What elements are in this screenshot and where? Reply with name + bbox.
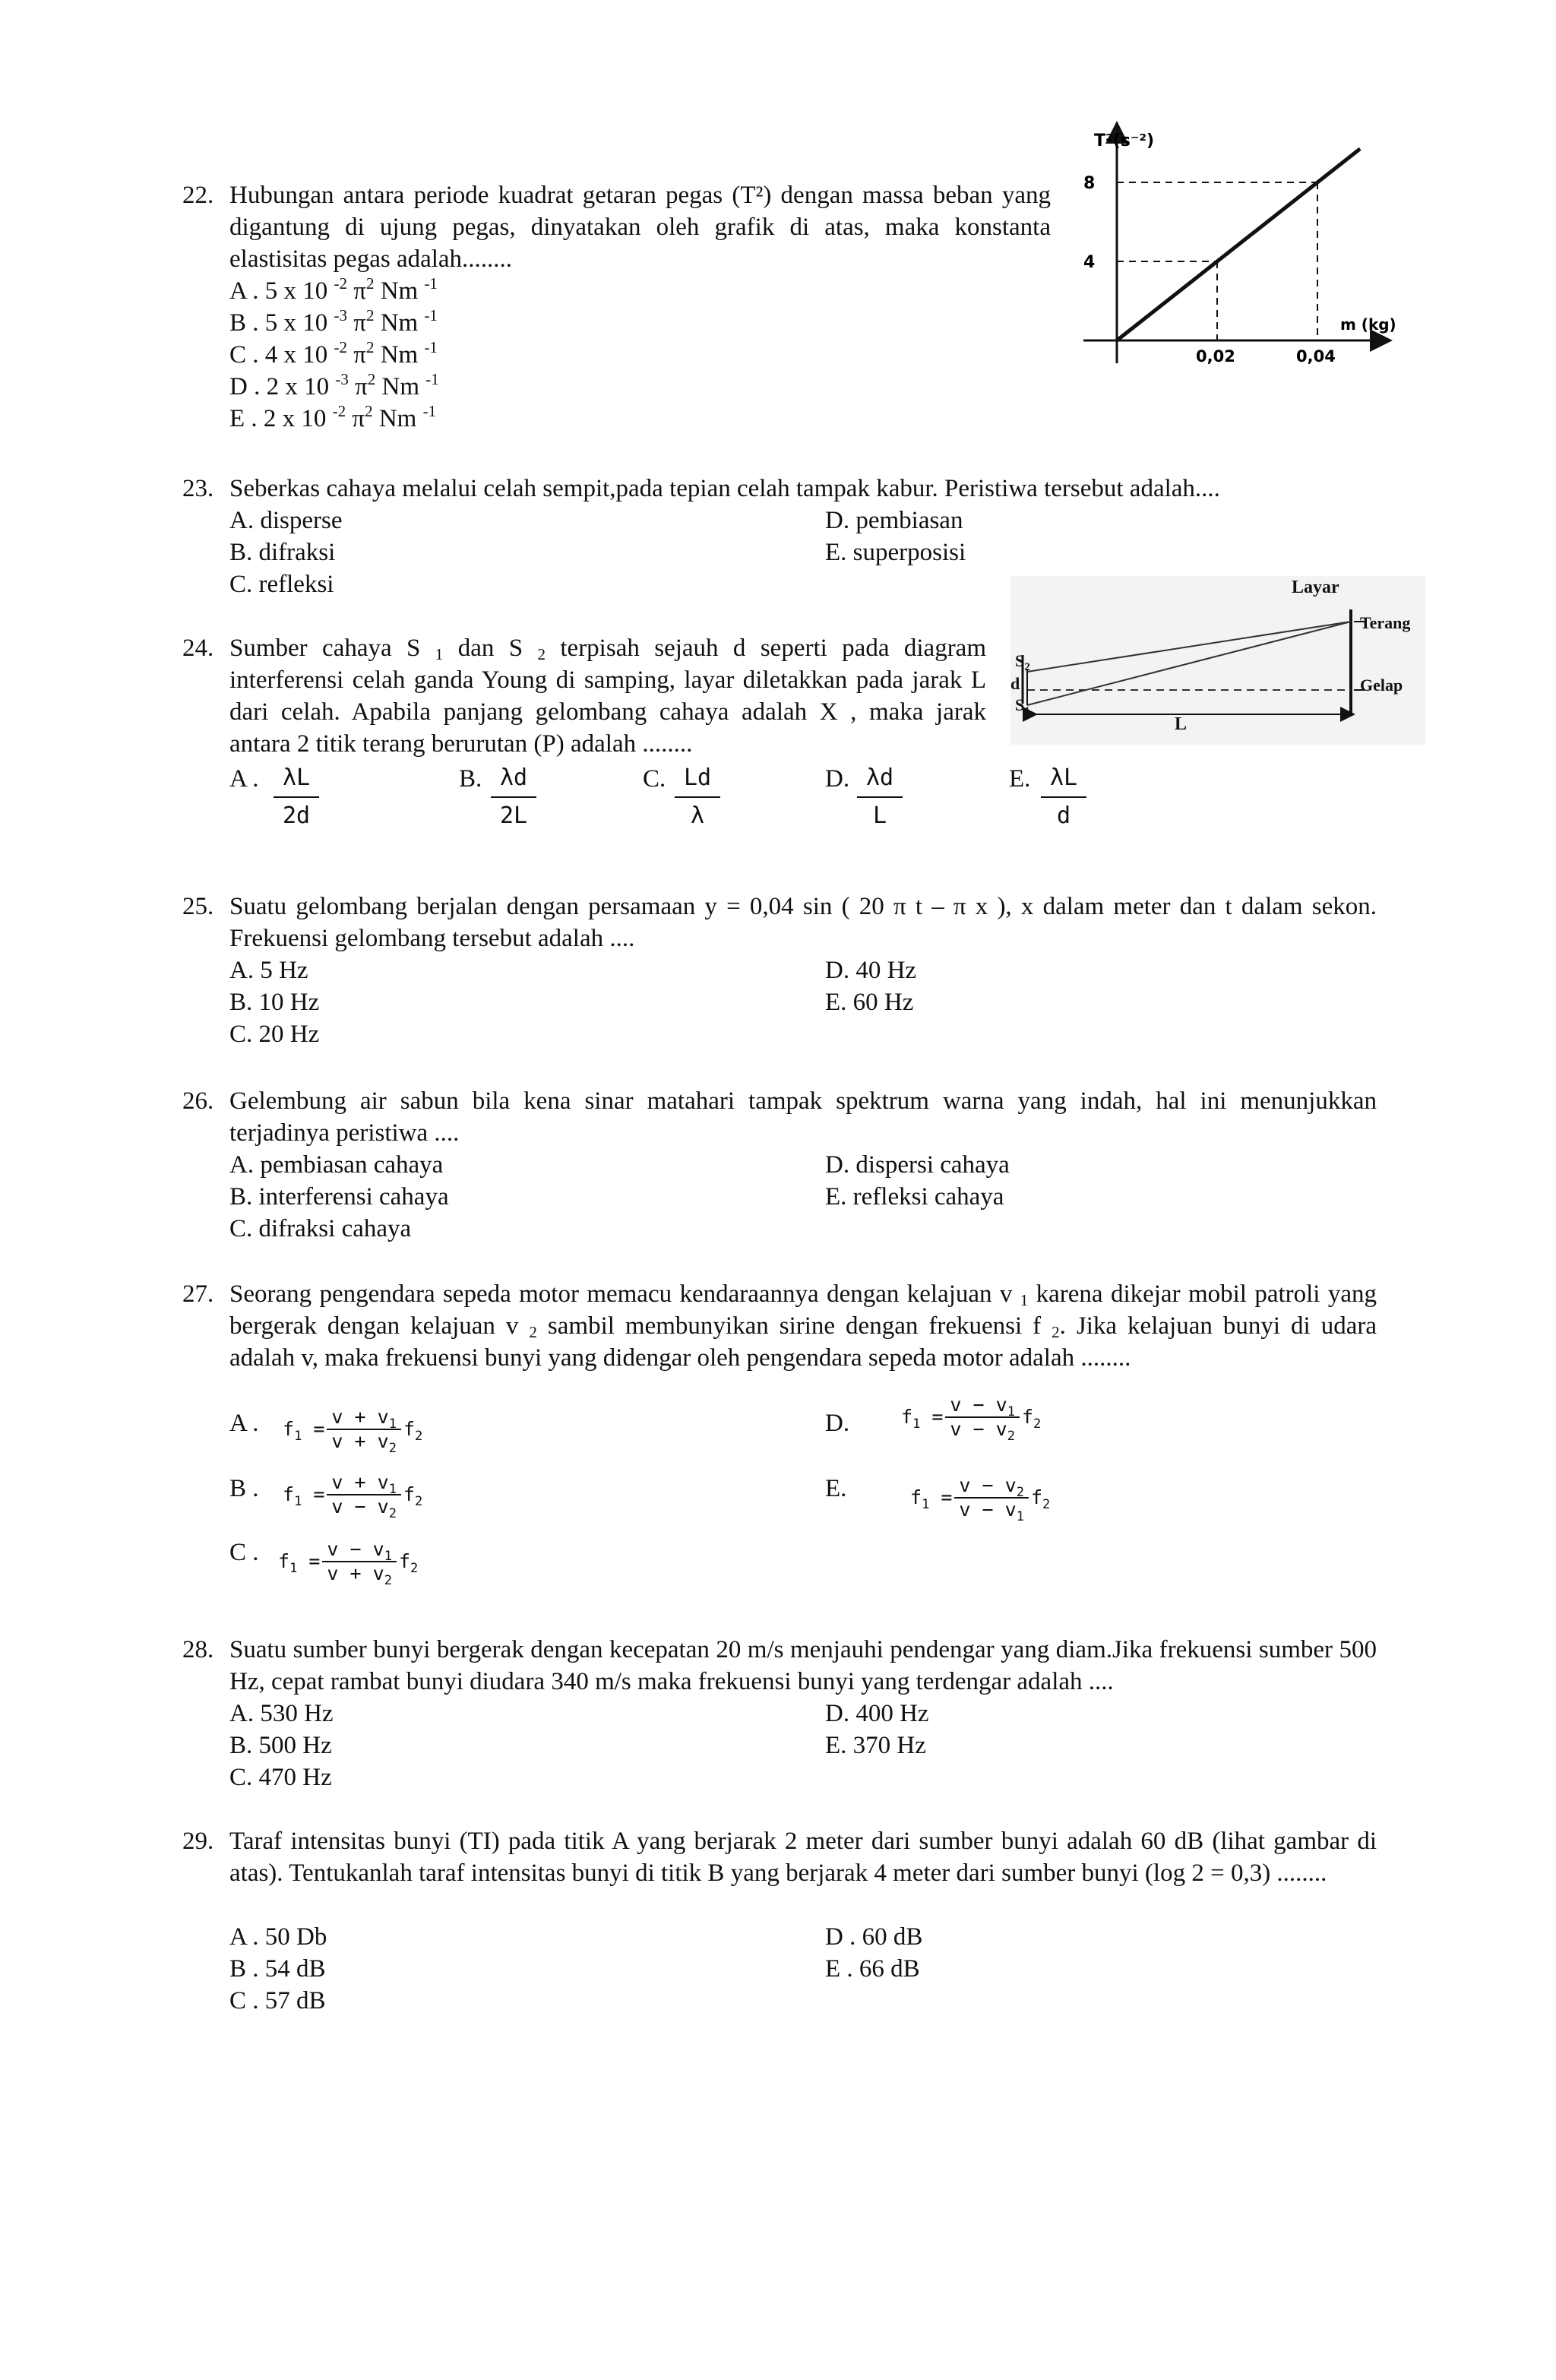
option-pi-exponent: 2 bbox=[365, 338, 375, 356]
formula-rhs-sub: 2 bbox=[415, 1429, 423, 1444]
option-fraction-b bbox=[491, 763, 536, 831]
formula-fraction bbox=[954, 1474, 1029, 1524]
fraction-numerator: λd bbox=[499, 764, 528, 791]
formula-lhs-symbol: f bbox=[283, 1483, 295, 1505]
option-fraction-c bbox=[675, 763, 720, 831]
option-c bbox=[229, 339, 438, 371]
option-pi-exponent: 2 bbox=[365, 402, 373, 420]
formula-denominator-sub: 1 bbox=[1016, 1509, 1024, 1524]
formula-numerator-text: v − v bbox=[959, 1474, 1017, 1496]
question-text: Suatu sumber bunyi bergerak dengan kecepatan 20 m/s menjauhi pendengar yang diam.Jika frekuensi sumber 500 Hz, cepat rambat bunyi diudara 340 m/s maka frekuensi bunyi yang terdengar adalah .... bbox=[229, 1636, 1377, 1695]
option-label-b: B . bbox=[229, 1475, 259, 1502]
ray-s2 bbox=[1027, 622, 1351, 672]
option-d: D. 40 Hz bbox=[825, 957, 917, 984]
option-pi: π bbox=[348, 373, 368, 400]
option-fraction-d bbox=[857, 763, 903, 831]
formula-equals: = bbox=[920, 1406, 944, 1428]
option-b: B. 500 Hz bbox=[229, 1732, 332, 1759]
fraction-denominator: 2L bbox=[499, 802, 528, 829]
option-b: B . 54 dB bbox=[229, 1955, 326, 1983]
option-e: E. 60 Hz bbox=[825, 989, 914, 1016]
option-unit-exponent: -1 bbox=[424, 306, 438, 324]
option-formula-e bbox=[910, 1474, 1051, 1524]
formula-equals: = bbox=[302, 1418, 325, 1440]
option-b: B. interferensi cahaya bbox=[229, 1183, 449, 1211]
formula-denominator bbox=[327, 1495, 401, 1521]
q22-graph bbox=[1071, 128, 1396, 378]
question-text: Gelembung air sabun bila kena sinar matahari tampak spektrum warna yang indah, hal ini menunjukkan terjadinya peristiwa .... bbox=[229, 1087, 1377, 1147]
formula-denominator-sub: 2 bbox=[1007, 1429, 1015, 1444]
young-diagram bbox=[1010, 576, 1425, 745]
option-pi: π bbox=[347, 341, 366, 369]
data-series-line bbox=[1117, 149, 1360, 340]
ray-s1 bbox=[1027, 622, 1351, 705]
formula-lhs-sub: 1 bbox=[912, 1416, 921, 1432]
option-label-d: D. bbox=[825, 1410, 850, 1437]
option-label-a: A . bbox=[229, 765, 259, 793]
formula-denominator-text: v + v bbox=[331, 1430, 389, 1452]
formula-rhs-symbol: f bbox=[403, 1418, 415, 1440]
option-unit-exponent: -1 bbox=[424, 274, 438, 293]
formula-numerator-sub: 1 bbox=[388, 1416, 397, 1432]
option-pi: π bbox=[347, 277, 366, 305]
formula-numerator-sub: 1 bbox=[388, 1482, 397, 1497]
option-unit: Nm bbox=[372, 405, 423, 432]
option-a: A . 50 Db bbox=[229, 1923, 327, 1951]
formula-rhs-symbol: f bbox=[398, 1550, 410, 1572]
formula-denominator-text: v + v bbox=[327, 1562, 384, 1584]
fraction-bar bbox=[857, 796, 903, 798]
formula-rhs-symbol: f bbox=[1030, 1486, 1042, 1508]
question-text: Taraf intensitas bunyi (TI) pada titik A yang berjarak 2 meter dari sumber bunyi adalah 60 dB (lihat gambar di atas). Tentukanlah taraf intensitas bunyi di titik B yang berjarak 4 meter dari sumber bunyi (log 2 = 0,3) ........ bbox=[229, 1828, 1377, 1887]
option-prefix: D . 2 x 10 bbox=[229, 373, 336, 400]
option-exponent: -2 bbox=[334, 338, 348, 356]
question-text: Sumber cahaya S $_1$ dan S $_2$ terpisah sejauh d seperti pada diagram interferensi celah ganda Young di samping, layar diletakkan pada jarak L dari celah. Apabila panjang gelombang cahaya adalah X , maka jarak antara 2 titik terang berurutan (P) adalah ........ bbox=[229, 635, 986, 758]
formula-denominator-text: v − v bbox=[959, 1499, 1017, 1521]
question-23 bbox=[182, 473, 1415, 505]
formula-numerator bbox=[954, 1474, 1029, 1499]
formula-rhs-symbol: f bbox=[1021, 1406, 1033, 1428]
option-label-a: A . bbox=[229, 1410, 259, 1437]
option-formula-a bbox=[283, 1406, 423, 1456]
option-unit-exponent: -1 bbox=[425, 370, 439, 388]
formula-denominator bbox=[327, 1430, 401, 1456]
option-a: A. 530 Hz bbox=[229, 1700, 334, 1727]
formula-lhs-sub: 1 bbox=[289, 1561, 298, 1576]
y-axis-label: T²(s⁻²) bbox=[1094, 131, 1155, 150]
option-e: E. refleksi cahaya bbox=[825, 1183, 1004, 1211]
option-b: B. difraksi bbox=[229, 539, 336, 566]
option-c: C. difraksi cahaya bbox=[229, 1215, 412, 1242]
formula-fraction bbox=[945, 1394, 1020, 1444]
option-a bbox=[229, 275, 438, 307]
option-prefix: A . 5 x 10 bbox=[229, 277, 334, 305]
option-label-e: E. bbox=[1009, 765, 1031, 793]
formula-fraction bbox=[327, 1471, 401, 1521]
y-tick-label: 4 bbox=[1083, 253, 1096, 272]
option-a: A. pembiasan cahaya bbox=[229, 1151, 444, 1179]
fraction-numerator: λL bbox=[282, 764, 311, 791]
label-terang: Terang bbox=[1360, 613, 1411, 632]
fraction-denominator: 2d bbox=[282, 802, 311, 829]
formula-rhs-sub: 2 bbox=[1033, 1416, 1042, 1432]
formula-denominator-sub: 2 bbox=[388, 1506, 397, 1521]
question-number: 29. bbox=[182, 1828, 214, 1855]
formula-numerator bbox=[322, 1538, 397, 1562]
label-s1: $S_1$ bbox=[1015, 695, 1030, 717]
option-e: E. 370 Hz bbox=[825, 1732, 926, 1759]
option-e bbox=[229, 403, 436, 435]
x-tick-label: 0,02 bbox=[1196, 347, 1235, 366]
option-c: C. refleksi bbox=[229, 571, 334, 598]
option-a: A. disperse bbox=[229, 507, 343, 534]
label-gelap: Gelap bbox=[1360, 676, 1403, 695]
option-pi: π bbox=[346, 405, 365, 432]
option-c: C . 57 dB bbox=[229, 1987, 326, 2014]
formula-rhs-sub: 2 bbox=[410, 1561, 419, 1576]
formula-denominator-sub: 2 bbox=[388, 1441, 397, 1456]
label-s2: $S_2$ bbox=[1015, 651, 1030, 673]
formula-lhs-sub: 1 bbox=[294, 1429, 302, 1444]
formula-rhs bbox=[403, 1483, 423, 1509]
option-prefix: B . 5 x 10 bbox=[229, 309, 334, 337]
question-26 bbox=[182, 1085, 1377, 1149]
formula-numerator-text: v + v bbox=[331, 1406, 389, 1428]
formula-equals: = bbox=[929, 1486, 953, 1508]
option-d: D . 60 dB bbox=[825, 1923, 923, 1951]
option-d: D. pembiasan bbox=[825, 507, 963, 534]
formula-rhs bbox=[403, 1418, 423, 1444]
option-formula-d bbox=[901, 1394, 1042, 1444]
option-unit: Nm bbox=[374, 341, 425, 369]
option-label-e: E. bbox=[825, 1475, 847, 1502]
formula-lhs-sub: 1 bbox=[922, 1497, 930, 1512]
formula-rhs-sub: 2 bbox=[1042, 1497, 1051, 1512]
formula-lhs bbox=[901, 1406, 944, 1432]
fraction-numerator: λL bbox=[1049, 764, 1078, 791]
question-number: 26. bbox=[182, 1087, 214, 1115]
formula-denominator-text: v − v bbox=[950, 1418, 1007, 1440]
question-text: Seberkas cahaya melalui celah sempit,pada tepian celah tampak kabur. Peristiwa tersebut adalah.... bbox=[229, 475, 1220, 502]
fraction-denominator: L bbox=[872, 802, 887, 829]
option-prefix: C . 4 x 10 bbox=[229, 341, 334, 369]
question-28 bbox=[182, 1634, 1377, 1698]
option-e: E . 66 dB bbox=[825, 1955, 920, 1983]
option-exponent: -3 bbox=[334, 306, 348, 324]
formula-numerator bbox=[945, 1394, 1020, 1418]
option-label-b: B. bbox=[459, 765, 482, 793]
question-22 bbox=[182, 179, 1051, 275]
formula-rhs bbox=[398, 1550, 419, 1576]
formula-lhs bbox=[910, 1486, 953, 1512]
formula-fraction bbox=[327, 1406, 401, 1456]
option-d bbox=[229, 371, 439, 403]
formula-lhs bbox=[283, 1418, 325, 1444]
x-axis-label: m (kg) bbox=[1340, 315, 1396, 334]
fraction-bar bbox=[491, 796, 536, 798]
formula-lhs-symbol: f bbox=[910, 1486, 922, 1508]
formula-rhs-symbol: f bbox=[403, 1483, 415, 1505]
formula-numerator bbox=[327, 1471, 401, 1495]
formula-denominator bbox=[954, 1499, 1029, 1524]
label-layar: Layar bbox=[1292, 578, 1339, 597]
option-d: D. 400 Hz bbox=[825, 1700, 929, 1727]
formula-lhs bbox=[283, 1483, 325, 1509]
label-d: d bbox=[1010, 674, 1020, 693]
option-prefix: E . 2 x 10 bbox=[229, 405, 333, 432]
formula-numerator-text: v + v bbox=[331, 1471, 389, 1493]
label-l: L bbox=[1175, 714, 1188, 734]
option-fraction-a bbox=[274, 763, 319, 831]
option-c: C. 470 Hz bbox=[229, 1764, 332, 1791]
fraction-bar bbox=[675, 796, 720, 798]
question-29 bbox=[182, 1825, 1377, 1889]
question-24 bbox=[182, 632, 986, 760]
fraction-denominator: λ bbox=[690, 802, 705, 829]
question-27 bbox=[182, 1278, 1377, 1374]
formula-lhs-sub: 1 bbox=[294, 1494, 302, 1509]
fraction-numerator: λd bbox=[865, 764, 894, 791]
x-tick-label: 0,04 bbox=[1296, 347, 1336, 366]
option-unit: Nm bbox=[374, 309, 425, 337]
y-tick-label: 8 bbox=[1083, 174, 1096, 193]
question-number: 22. bbox=[182, 182, 214, 209]
formula-equals: = bbox=[302, 1483, 325, 1505]
option-exponent: -2 bbox=[334, 274, 348, 293]
option-formula-c bbox=[278, 1538, 419, 1588]
option-fraction-e bbox=[1041, 763, 1086, 831]
question-number: 23. bbox=[182, 475, 214, 502]
option-c: C. 20 Hz bbox=[229, 1021, 320, 1048]
formula-numerator-sub: 1 bbox=[1007, 1404, 1015, 1419]
fraction-bar bbox=[1041, 796, 1086, 798]
option-e: E. superposisi bbox=[825, 539, 966, 566]
option-unit-exponent: -1 bbox=[422, 402, 437, 420]
formula-numerator-text: v − v bbox=[327, 1538, 384, 1560]
formula-denominator bbox=[945, 1418, 1020, 1444]
formula-equals: = bbox=[297, 1550, 321, 1572]
option-exponent: -3 bbox=[335, 370, 349, 388]
option-d: D. dispersi cahaya bbox=[825, 1151, 1010, 1179]
option-unit-exponent: -1 bbox=[424, 338, 438, 356]
formula-denominator bbox=[322, 1562, 397, 1588]
question-25 bbox=[182, 891, 1377, 954]
formula-lhs-symbol: f bbox=[901, 1406, 913, 1428]
question-number: 28. bbox=[182, 1636, 214, 1663]
formula-numerator-text: v − v bbox=[950, 1394, 1007, 1416]
option-exponent: -2 bbox=[332, 402, 346, 420]
fraction-denominator: d bbox=[1056, 802, 1071, 829]
question-text: Hubungan antara periode kuadrat getaran pegas (T²) dengan massa beban yang digantung di ujung pegas, dinyatakan oleh grafik di atas, maka konstanta elastisitas pegas adalah........ bbox=[229, 182, 1051, 273]
question-text: Suatu gelombang berjalan dengan persamaan y = 0,04 sin ( 20 π t – π x ), x dalam meter dan t dalam sekon. Frekuensi gelombang tersebut adalah .... bbox=[229, 893, 1377, 952]
option-unit: Nm bbox=[375, 373, 426, 400]
question-number: 24. bbox=[182, 635, 214, 662]
formula-numerator-sub: 1 bbox=[384, 1549, 392, 1564]
formula-rhs bbox=[1030, 1486, 1051, 1512]
formula-numerator-sub: 2 bbox=[1016, 1485, 1024, 1500]
option-pi-exponent: 2 bbox=[367, 370, 376, 388]
option-pi-exponent: 2 bbox=[365, 274, 375, 293]
option-formula-b bbox=[283, 1471, 423, 1521]
formula-fraction bbox=[322, 1538, 397, 1588]
option-pi-exponent: 2 bbox=[365, 306, 375, 324]
formula-denominator-sub: 2 bbox=[384, 1573, 392, 1588]
option-b: B. 10 Hz bbox=[229, 989, 320, 1016]
formula-lhs bbox=[278, 1550, 321, 1576]
question-number: 27. bbox=[182, 1280, 214, 1308]
formula-rhs bbox=[1021, 1406, 1042, 1432]
formula-numerator bbox=[327, 1406, 401, 1430]
question-text: Seorang pengendara sepeda motor memacu kendaraannya dengan kelajuan v $_1$ karena dikejar mobil patroli yang bergerak dengan kelajuan v $_2$ sambil membunyikan sirine dengan frekuensi f $_2$. Jika kelajuan bunyi di udara adalah v, maka frekuensi bunyi yang didengar oleh pengendara sepeda motor adalah ........ bbox=[229, 1280, 1377, 1372]
option-pi: π bbox=[347, 309, 366, 337]
formula-lhs-symbol: f bbox=[283, 1418, 295, 1440]
option-label-c: C . bbox=[229, 1539, 259, 1566]
option-b bbox=[229, 307, 438, 339]
option-label-d: D. bbox=[825, 765, 850, 793]
option-a: A. 5 Hz bbox=[229, 957, 308, 984]
formula-rhs-sub: 2 bbox=[415, 1494, 423, 1509]
fraction-bar bbox=[274, 796, 319, 798]
formula-denominator-text: v − v bbox=[331, 1495, 389, 1518]
fraction-numerator: Ld bbox=[683, 764, 712, 791]
option-label-c: C. bbox=[643, 765, 666, 793]
option-unit: Nm bbox=[374, 277, 425, 305]
question-number: 25. bbox=[182, 893, 214, 920]
formula-lhs-symbol: f bbox=[278, 1550, 290, 1572]
